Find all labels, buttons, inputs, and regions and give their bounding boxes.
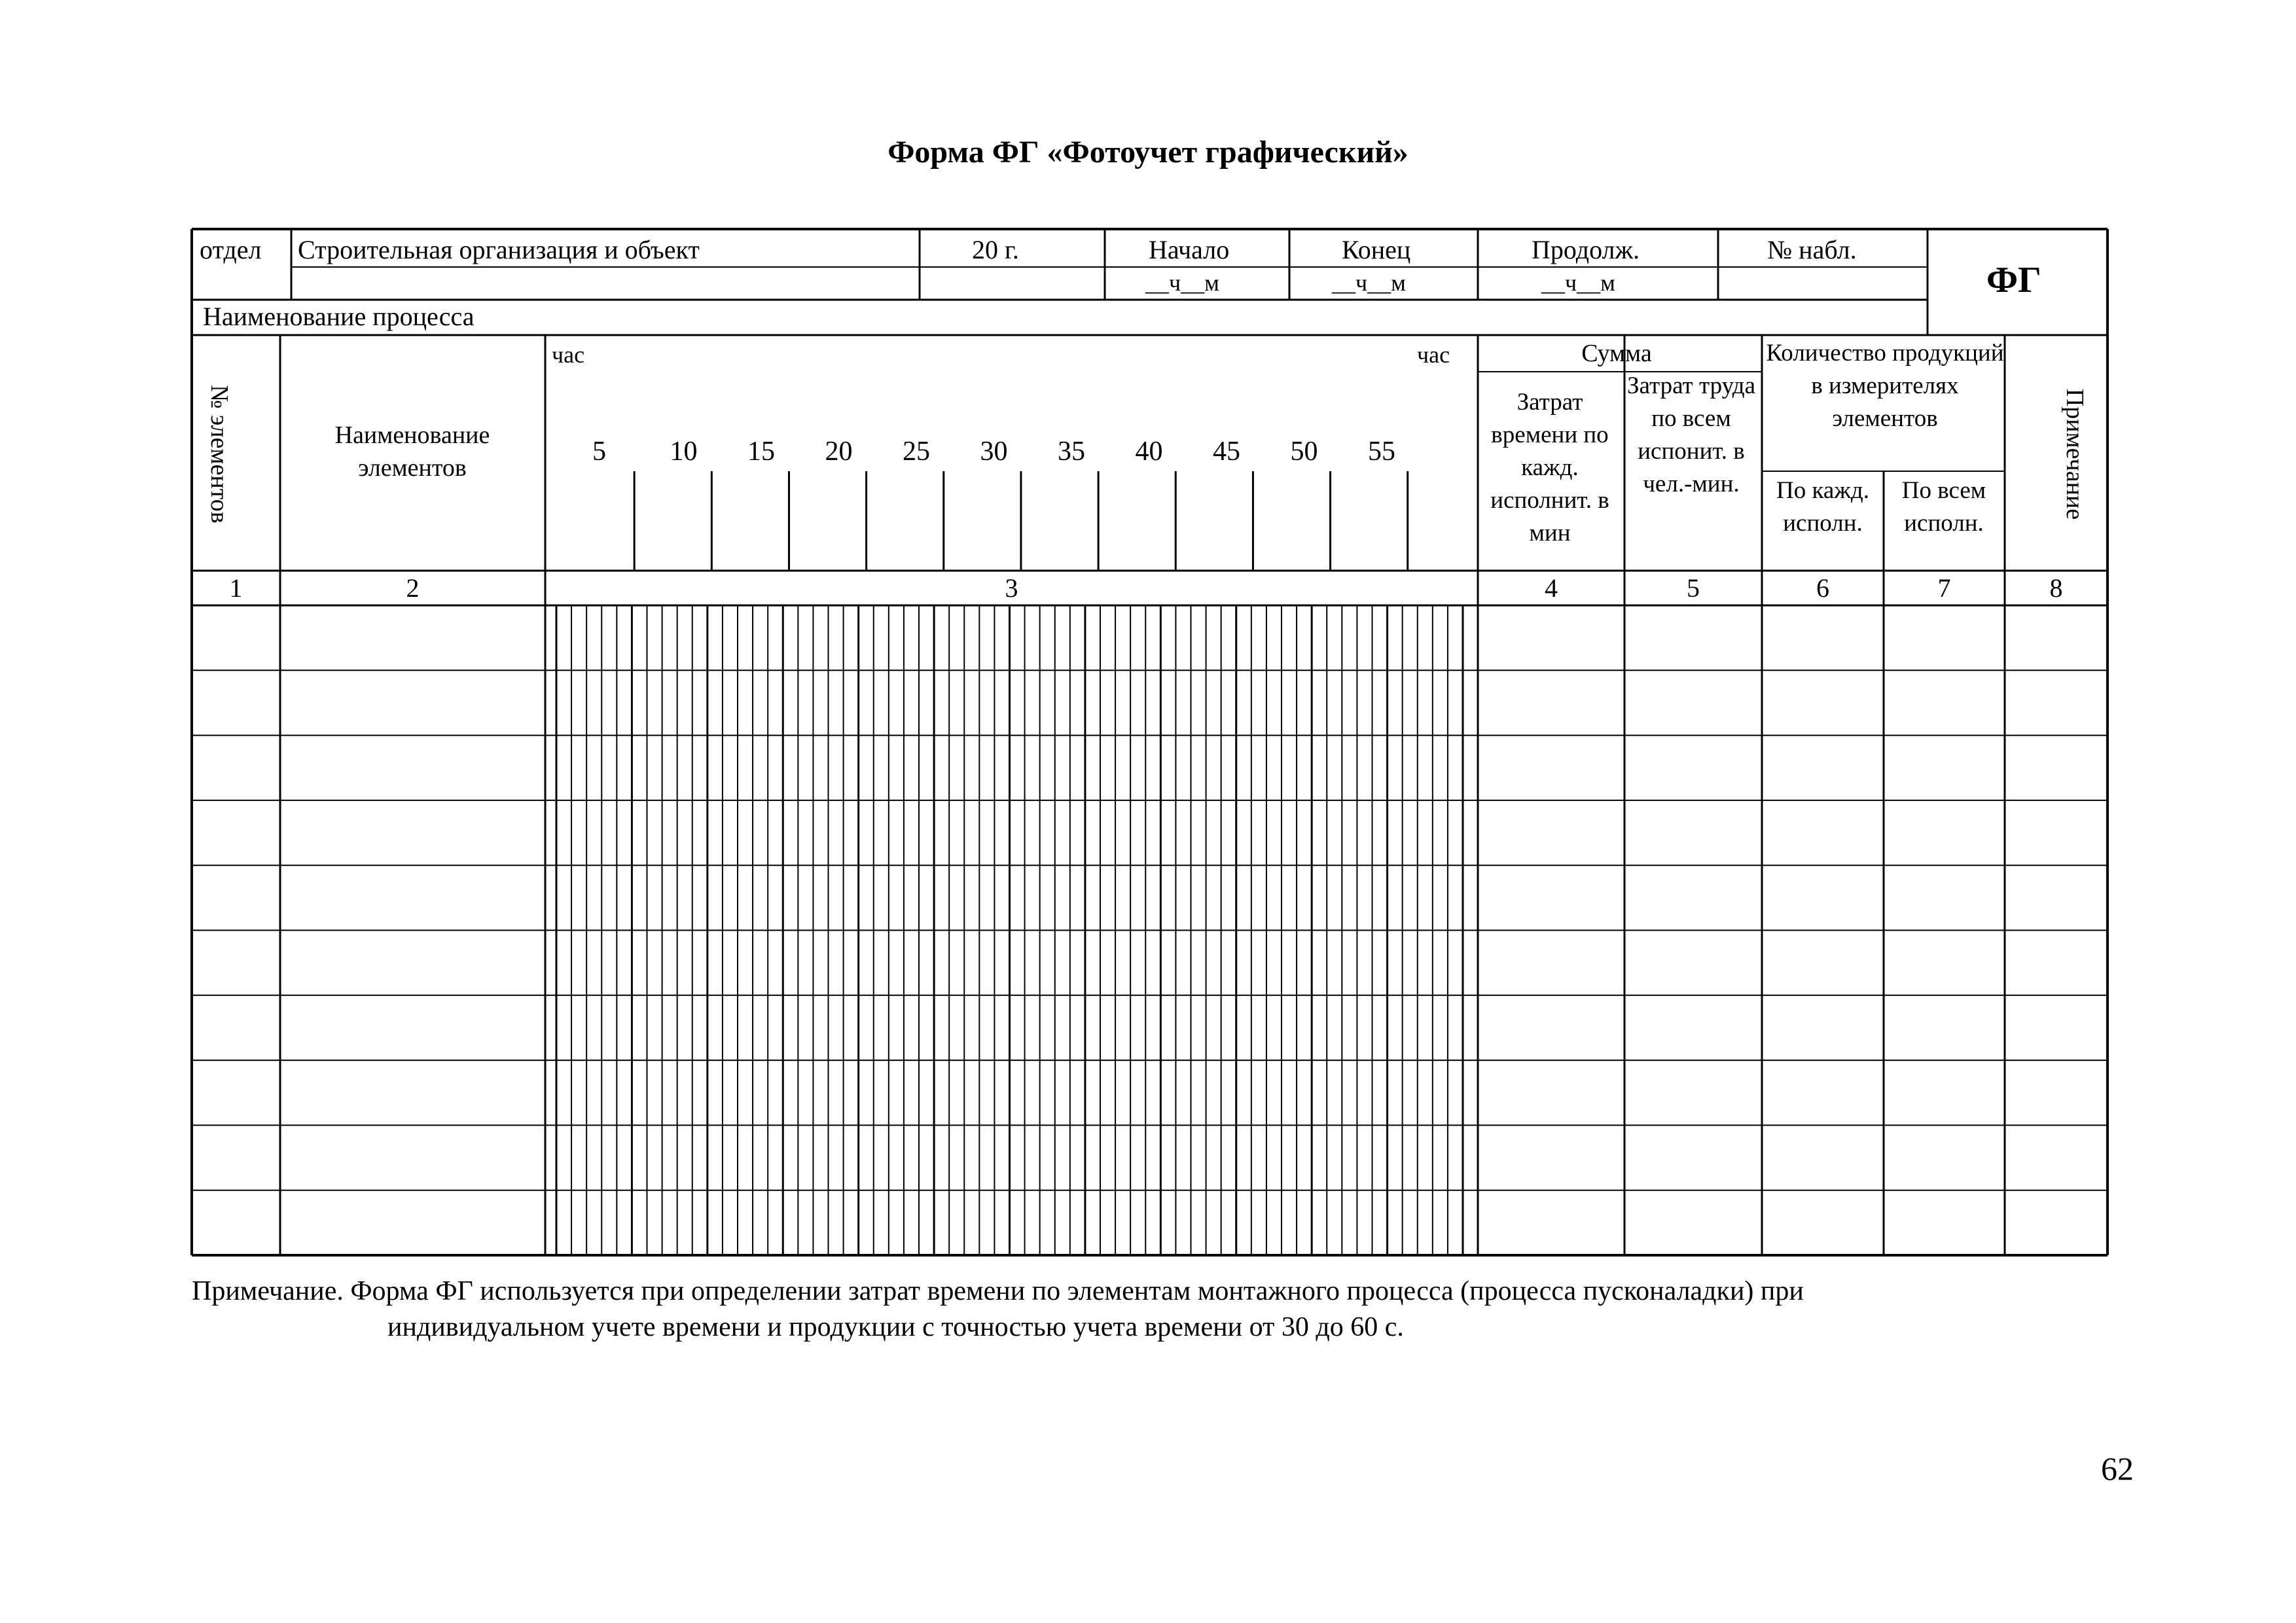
column-number: 8	[2049, 573, 2063, 603]
page-number: 62	[2101, 1450, 2134, 1487]
column-number: 4	[1545, 573, 1558, 603]
header-org: Строительная организация и объект	[298, 235, 700, 264]
column-number: 2	[406, 573, 420, 603]
start-hm: __ч__м	[1145, 270, 1219, 296]
minute-label: 35	[1058, 437, 1085, 467]
column-number: 3	[1005, 573, 1018, 603]
column-number: 5	[1687, 573, 1700, 603]
col-remark: Примечание	[2061, 388, 2089, 520]
duration-hm: __ч__м	[1541, 270, 1615, 296]
col-elem-name: Наименование элементов	[334, 421, 490, 482]
col-per-all: По всем исполн.	[1901, 477, 1986, 537]
col-quantity: Количество продукций в измерителях элементов	[1766, 340, 2004, 432]
hour-left: час	[552, 342, 585, 368]
column-number: 7	[1937, 573, 1951, 603]
minute-label: 15	[747, 437, 775, 467]
minute-label: 40	[1135, 437, 1163, 467]
hour-right: час	[1417, 342, 1450, 368]
header-start: Начало	[1149, 235, 1230, 264]
column-number: 6	[1816, 573, 1829, 603]
col-labor-cost: Затрат труда по всем испонит. в чел.-мин.	[1626, 372, 1756, 497]
process-name: Наименование процесса	[203, 302, 475, 331]
minute-label: 10	[670, 437, 698, 467]
header-dept: отдел	[200, 235, 262, 264]
header-obs-no: № набл.	[1767, 235, 1857, 264]
minute-label: 5	[592, 437, 606, 467]
minute-label: 30	[980, 437, 1008, 467]
col-elem-no: № элементов	[206, 385, 233, 524]
header-year: 20 г.	[972, 235, 1019, 264]
end-hm: __ч__м	[1332, 270, 1406, 296]
minute-label: 45	[1213, 437, 1240, 467]
form-code: ФГ	[1986, 260, 2041, 300]
minute-label: 50	[1290, 437, 1318, 467]
note-line-2: индивидуальном учете времени и продукции с точностью учета времени от 30 до 60 с.	[387, 1312, 1404, 1342]
column-number: 1	[229, 573, 243, 603]
col-sum: Сумма	[1581, 340, 1652, 367]
col-per-each: По кажд. исполн.	[1776, 477, 1869, 537]
page-title: Форма ФГ «Фотоучет графический»	[888, 135, 1408, 169]
minute-label: 55	[1368, 437, 1395, 467]
header-duration: Продолж.	[1532, 235, 1640, 264]
minute-label: 25	[903, 437, 930, 467]
col-time-cost: Затрат времени по кажд. исполнит. в мин	[1490, 389, 1609, 546]
note-line-1: Примечание. Форма ФГ используется при определении затрат времени по элементам монтажного процесса (процесса пусконаладки) при	[192, 1276, 1804, 1306]
minute-label: 20	[825, 437, 853, 467]
header-end: Конец	[1342, 235, 1411, 264]
